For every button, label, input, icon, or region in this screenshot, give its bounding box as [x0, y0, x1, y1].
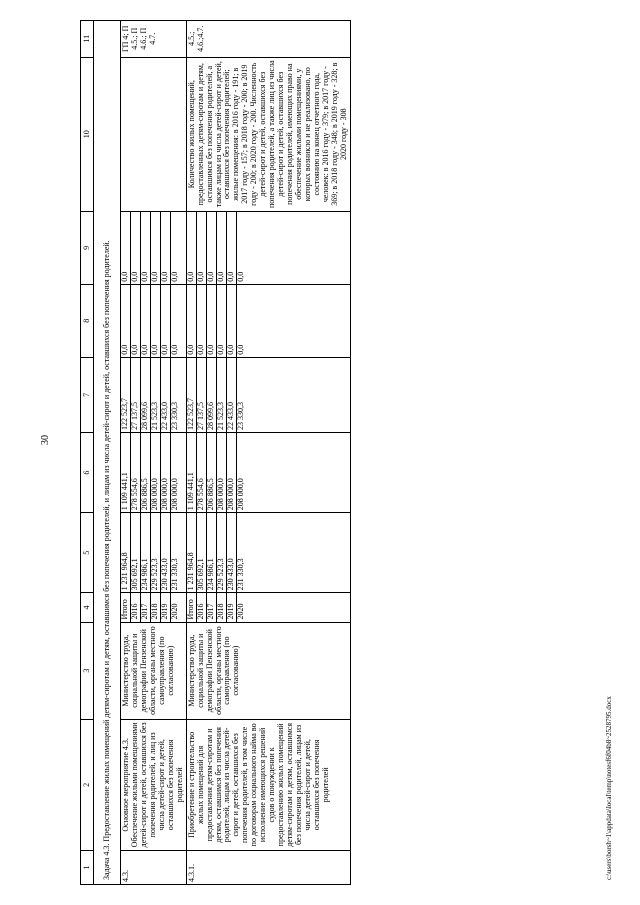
year-cell-value: 2018	[151, 593, 161, 621]
year-cell-value: 2016	[131, 593, 141, 621]
header-cell: 7	[81, 357, 94, 432]
other-funding-value: 0,0	[131, 212, 141, 284]
page-number: 30	[40, 435, 51, 445]
header-cell: 2	[81, 719, 94, 850]
local-funding-value: 0,0	[216, 285, 226, 357]
local-funding-value: 0,0	[121, 285, 131, 357]
total-funding-value: 230 433,0	[161, 513, 171, 592]
header-cell: 1	[81, 850, 94, 884]
header-cell: 5	[81, 513, 94, 593]
regional-funding-value: 28 099,6	[141, 358, 151, 432]
local-funding-value: 0,0	[151, 285, 161, 357]
year-cell-value: 2019	[226, 593, 236, 621]
executor: Министерство труда, социальной защиты и демографии Пензенской области, органы местного самоуправления (по согласованию)	[186, 622, 350, 719]
indicator-text: Количество жилых помещений, предоставленных детям-сиротам и детям, оставшимся без попечения родителей, а также лицам из числа детей-сирот и детей, оставшихся без попечения родителей; жилые помещения: в 2016 году - 191; в 2017 году - 157; в 2018 году - 200; в 2019 году - 200; в 2020 году - 200. Численность детей-сирот и детей, оставшихся без попечения родителей, а также лиц из числа детей-сирот и детей, оставшихся без попечения родителей, имеющих право на обеспечение жилыми помещениями, у которых возникло и не реализовано, по состоянию на конец отчетного года, человек: в 2016 году - 379; в 2017 году - 369; в 2018 году - 348; в 2019 году - 328; в 2020 году - 308	[186, 57, 350, 211]
other-funding-value: 0,0	[206, 212, 216, 284]
year-cell-value: 2020	[235, 603, 245, 620]
other-funding-value: 0,0	[226, 212, 236, 284]
local-funding-value: 0,0	[206, 285, 216, 357]
header-cell: 10	[81, 57, 94, 211]
federal-funding-value: 208 000,0	[235, 478, 245, 511]
regional-funding-value: 21 523,3	[151, 358, 161, 432]
other-funding-value: 0,0	[235, 271, 245, 282]
other-funding-value: 0,0	[121, 212, 131, 284]
federal-funding-value: 206 886,5	[206, 433, 216, 512]
total-funding-value: 234 986,1	[206, 513, 216, 592]
federal-funding-value: 208 000,0	[161, 433, 171, 512]
regional-funding	[186, 357, 350, 432]
executor: Министерство труда, социальной защиты и демографии Пензенской области, органы местного самоуправления (по согласованию)	[121, 622, 187, 719]
local-funding-value: 0,0	[187, 285, 197, 357]
year-cell-value: 2019	[161, 593, 171, 621]
other-funding-value: 0,0	[161, 212, 171, 284]
regional-funding	[121, 357, 187, 432]
federal-funding-value: 206 886,5	[141, 433, 151, 512]
measure-name: Приобретение и строительство жилых помещений для предоставления детям-сиротам и детям, оставшимся без попечения родителей, лицам из числа детей-сирот и детей, оставшихся без попечения родителей, в том числе по договорам социального найма во исполнение имеющихся решений судов о понуждении к предоставлению жилых помещений детям-сиротам и детям, оставшимся без попечения родителей, лицам из числа детей-сирот и детей, оставшихся без попечения родителей	[186, 719, 350, 850]
regional-funding-value: 122 523,7	[121, 358, 131, 432]
total-funding-value: 229 523,3	[216, 513, 226, 592]
total-funding-value: 234 986,1	[141, 513, 151, 592]
federal-funding-value: 278 554,6	[196, 433, 206, 512]
table-row	[186, 21, 350, 885]
local-funding-value: 0,0	[235, 344, 245, 355]
total-funding-value: 230 433,0	[226, 513, 236, 592]
federal-funding-value: 1 109 441,1	[187, 433, 197, 512]
total-funding-value: 229 523,3	[151, 513, 161, 592]
measure-name: Основное мероприятие 4.3. Обеспечение жилыми помещениями детей-сирот и детей, оставшихся без попечения родителей, и лиц из числа детей-сирот и детей, оставшихся без попечения родителей	[121, 719, 187, 850]
federal-funding	[186, 433, 350, 513]
year-cell-value: 2017	[141, 593, 151, 621]
regional-funding-value: 122 523,7	[187, 358, 197, 432]
header-cell: 11	[81, 21, 94, 58]
federal-funding-value: 1 109 441,1	[121, 433, 131, 512]
year-cell-value: Итого	[121, 593, 131, 621]
year-cell-value: Итого	[187, 593, 197, 621]
year-cell-value: 2020	[170, 603, 179, 620]
header-cell: 8	[81, 284, 94, 357]
federal-funding-value: 208 000,0	[151, 433, 161, 512]
footer-path: c:\users\borsh~1\appdata\local\temp\notesf6f04b8~2528795.docx	[605, 696, 613, 880]
regional-funding-value: 23 330,3	[235, 402, 245, 431]
local-funding	[121, 284, 187, 357]
federal-funding-value: 208 000,0	[216, 433, 226, 512]
table-body	[121, 21, 351, 885]
local-funding-value: 0,0	[170, 344, 179, 355]
year-cell-value: 2016	[196, 593, 206, 621]
other-funding	[121, 211, 187, 284]
indicator-link: 4.5.; 4.6.;4.7.	[186, 21, 350, 58]
total-funding-value: 231 330,3	[170, 558, 179, 591]
year-cell-value: 2018	[216, 593, 226, 621]
total-funding-value: 305 692,1	[196, 513, 206, 592]
regional-funding-value: 22 433,0	[226, 358, 236, 432]
table-row	[121, 21, 187, 885]
row-number: 4.3.	[121, 850, 187, 884]
header-cell: 9	[81, 211, 94, 284]
other-funding	[186, 211, 350, 284]
row-number: 4.3.1.	[186, 850, 350, 884]
other-funding-value: 0,0	[187, 212, 197, 284]
local-funding-value: 0,0	[131, 285, 141, 357]
header-row	[81, 21, 94, 885]
total-funding-value: 305 692,1	[131, 513, 141, 592]
local-funding-value: 0,0	[161, 285, 171, 357]
federal-funding	[121, 433, 187, 513]
indicator-text	[121, 57, 187, 211]
other-funding-value: 0,0	[170, 271, 179, 282]
header-cell: 3	[81, 622, 94, 719]
header-cell: 6	[81, 433, 94, 513]
regional-funding-value: 28 099,6	[206, 358, 216, 432]
regional-funding-value: 22 433,0	[161, 358, 171, 432]
local-funding-value: 0,0	[196, 285, 206, 357]
program-table	[80, 20, 351, 885]
regional-funding-value: 27 137,5	[131, 358, 141, 432]
local-funding-value: 0,0	[226, 285, 236, 357]
federal-funding-value: 208 000,0	[170, 478, 179, 511]
other-funding-value: 0,0	[151, 212, 161, 284]
regional-funding-value: 23 330,3	[170, 402, 179, 431]
year-cell-value: 2017	[206, 593, 216, 621]
regional-funding-value: 27 137,5	[196, 358, 206, 432]
header-cell: 4	[81, 593, 94, 622]
total-funding	[121, 513, 187, 593]
indicator-link: ГП 4; П 4.5.; П 4.6.; П 4.7.	[121, 21, 187, 58]
other-funding-value: 0,0	[141, 212, 151, 284]
total-funding-value: 231 330,3	[235, 558, 245, 591]
local-funding-value: 0,0	[141, 285, 151, 357]
total-funding-value: 1 231 964,8	[121, 513, 131, 592]
year-cell	[121, 593, 187, 622]
other-funding-value: 0,0	[196, 212, 206, 284]
year-cell	[186, 593, 350, 622]
federal-funding-value: 278 554,6	[131, 433, 141, 512]
other-funding-value: 0,0	[216, 212, 226, 284]
total-funding	[186, 513, 350, 593]
task-title: Задача 4.3. Предоставление жилых помещений детям-сиротам и детям, оставшимся без попечения родителей, и лицам из числа детей-сирот и детей, оставшихся без попечения родителей.	[94, 21, 121, 885]
total-funding-value: 1 231 964,8	[187, 513, 197, 592]
local-funding	[186, 284, 350, 357]
regional-funding-value: 21 523,3	[216, 358, 226, 432]
rotated-table-page	[80, 20, 610, 885]
federal-funding-value: 208 000,0	[226, 433, 236, 512]
